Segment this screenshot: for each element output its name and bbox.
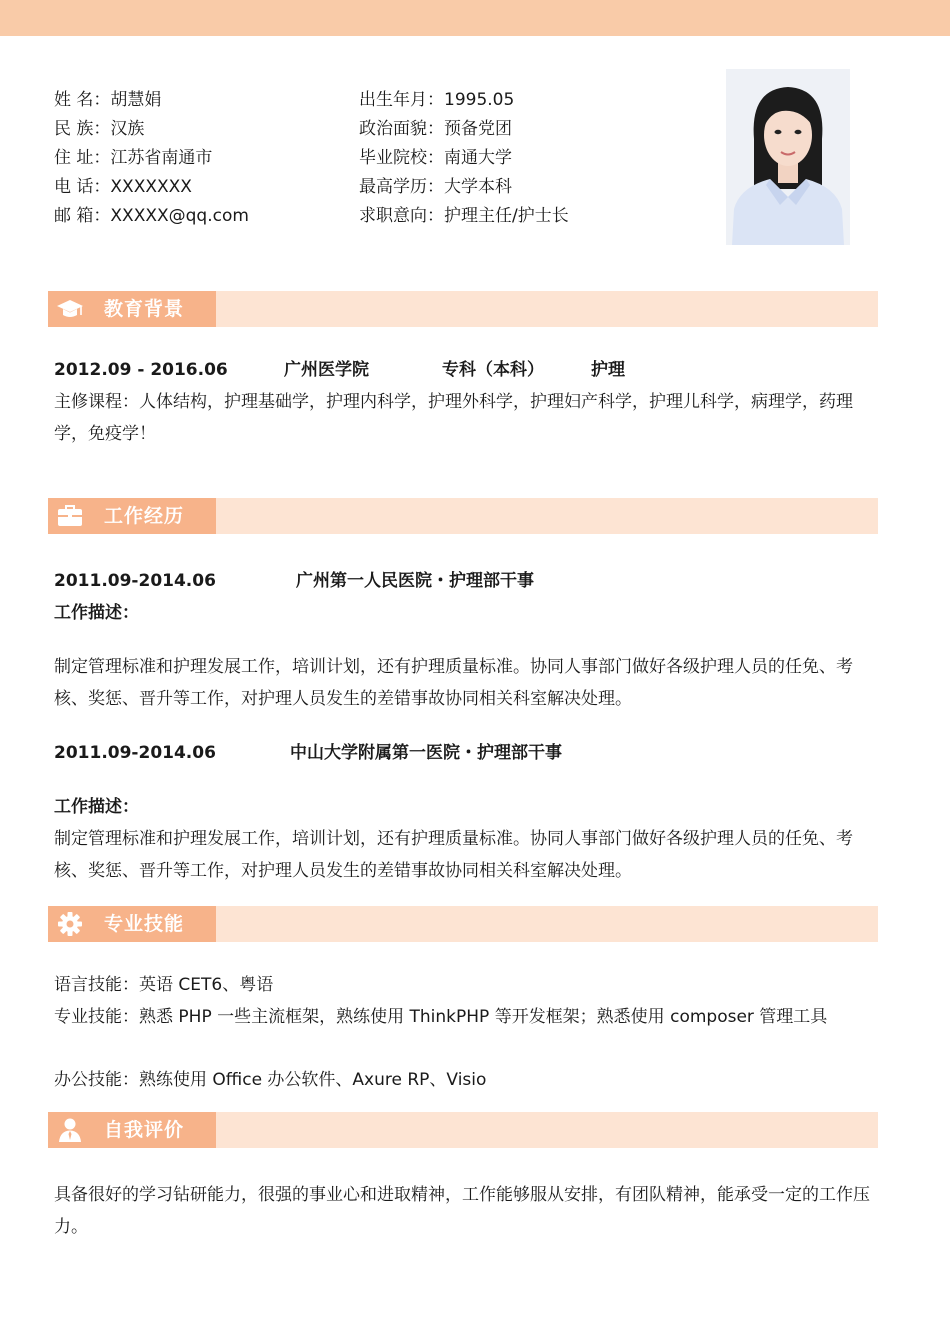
section-title: 教育背景 xyxy=(104,298,185,320)
graduation-cap-icon xyxy=(56,296,84,322)
gear-icon xyxy=(56,911,84,937)
section-label-box xyxy=(48,498,216,534)
section-work-header xyxy=(48,498,878,534)
section-title: 自我评价 xyxy=(104,1119,185,1141)
info-address: 住 址：江苏省南通市 xyxy=(54,148,213,168)
info-degree: 最高学历：大学本科 xyxy=(359,177,512,197)
info-politics: 政治面貌：预备党团 xyxy=(359,119,512,139)
briefcase-icon xyxy=(56,503,84,529)
section-label-box xyxy=(48,291,216,327)
edu-period: 2012.09 - 2016.06 xyxy=(54,360,228,380)
self-eval-text: 具备很好的学习钻研能力，很强的事业心和进取精神，工作能够服从安排，有团队精神，能承受一定的工作压力。 xyxy=(54,1185,870,1237)
section-skills-header xyxy=(48,906,878,942)
section-label-box xyxy=(48,1112,216,1148)
info-school: 毕业院校：南通大学 xyxy=(359,148,512,168)
info-name: 姓 名：胡慧娟 xyxy=(54,90,162,110)
info-objective: 求职意向：护理主任/护士长 xyxy=(359,206,569,226)
basic-info-right xyxy=(359,86,569,231)
skill-professional: 专业技能：熟悉 PHP 一些主流框架，熟练使用 ThinkPHP 等开发框架；熟悉使用 composer 管理工具 xyxy=(54,1007,828,1027)
info-birth: 出生年月：1995.05 xyxy=(359,90,515,110)
section-self-eval-header xyxy=(48,1112,878,1148)
edu-level: 专科（本科） xyxy=(442,360,544,380)
info-ethnicity: 民 族：汉族 xyxy=(54,119,145,139)
info-email: 邮 箱：XXXXX@qq.com xyxy=(54,206,249,226)
section-label-box xyxy=(48,906,216,942)
skill-office: 办公技能：熟练使用 Office 办公软件、Axure RP、Visio xyxy=(54,1070,487,1090)
edu-school: 广州医学院 xyxy=(284,360,369,380)
skill-language: 语言技能：英语 CET6、粤语 xyxy=(54,975,274,995)
section-education-header xyxy=(48,291,878,327)
work-1-desc: 制定管理标准和护理发展工作，培训计划，还有护理质量标准。协同人事部门做好各级护理人员的任免、考核、奖惩、晋升等工作，对护理人员发生的差错事故协同相关科室解决处理。 xyxy=(54,657,853,709)
edu-major: 护理 xyxy=(591,360,625,380)
section-title: 专业技能 xyxy=(104,913,185,935)
top-accent-bar xyxy=(0,0,950,36)
section-title: 工作经历 xyxy=(104,505,185,527)
profile-photo xyxy=(726,69,850,245)
work-1-desc-label: 工作描述： xyxy=(54,603,139,623)
work-2-period: 2011.09-2014.06 xyxy=(54,743,216,763)
edu-courses: 主修课程：人体结构，护理基础学，护理内科学，护理外科学，护理妇产科学，护理儿科学，病理学，药理学，免疫学！ xyxy=(54,392,853,444)
work-2-org: 中山大学附属第一医院・护理部干事 xyxy=(290,743,562,763)
work-2-desc: 制定管理标准和护理发展工作，培训计划，还有护理质量标准。协同人事部门做好各级护理人员的任免、考核、奖惩、晋升等工作，对护理人员发生的差错事故协同相关科室解决处理。 xyxy=(54,829,853,881)
work-2-desc-label: 工作描述： xyxy=(54,797,139,817)
basic-info-left xyxy=(54,86,249,231)
work-1-org: 广州第一人民医院・护理部干事 xyxy=(296,571,534,591)
work-1-period: 2011.09-2014.06 xyxy=(54,571,216,591)
info-phone: 电 话：XXXXXXX xyxy=(54,177,192,197)
person-icon xyxy=(56,1117,84,1143)
